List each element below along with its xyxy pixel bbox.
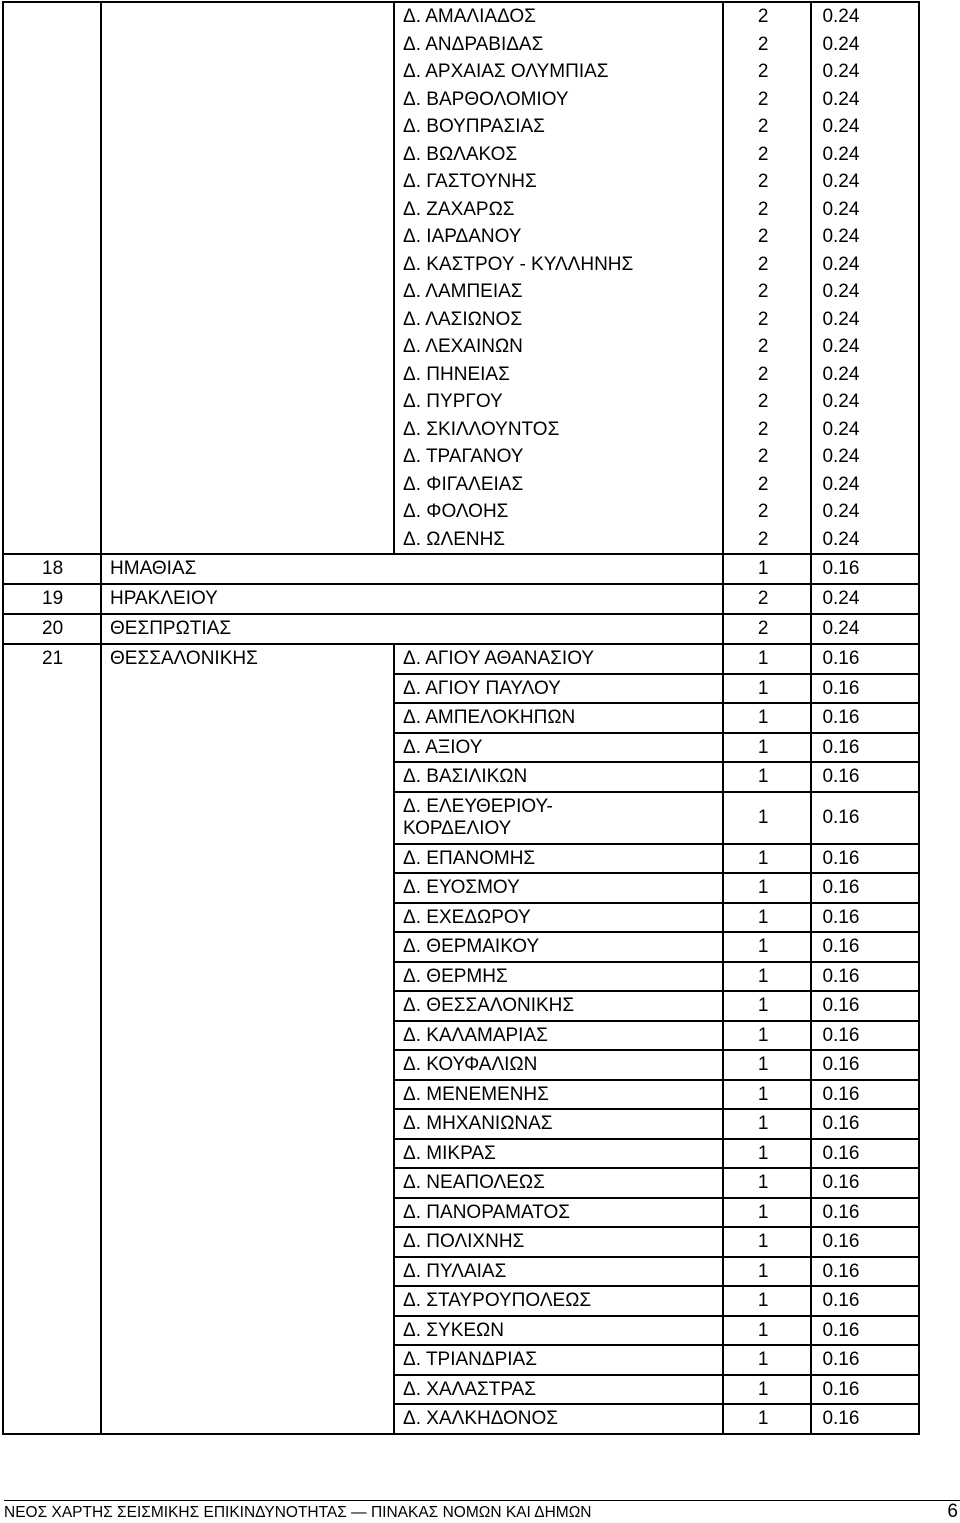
- acceleration-value: 0.16: [811, 674, 919, 704]
- dimos-name: Δ. ΘΕΡΜΗΣ: [394, 962, 723, 992]
- acceleration-value: 0.16: [811, 554, 919, 584]
- acceleration-value: 0.24: [822, 143, 860, 165]
- acceleration-value: 0.16: [811, 1316, 919, 1346]
- zone-value: 2: [757, 171, 769, 192]
- acceleration-value: 0.24: [822, 33, 860, 55]
- zone-value: 1: [723, 991, 812, 1021]
- nomos-number: 20: [3, 614, 101, 644]
- acceleration-value: 0.24: [822, 226, 860, 247]
- acceleration-value: 0.16: [811, 1286, 919, 1316]
- dimos-name: Δ. ΠΑΝΟΡΑΜΑΤΟΣ: [394, 1198, 723, 1228]
- dimos-name: Δ. ΑΜΠΕΛΟΚΗΠΩΝ: [394, 703, 723, 733]
- zone-value: 2: [757, 528, 769, 550]
- acceleration-value: 0.24: [822, 473, 860, 495]
- dimos-name: Δ. ΓΑΣΤΟΥΝΗΣ: [403, 171, 537, 192]
- dimos-name-wrapped-text: [403, 794, 722, 842]
- dimos-name: Δ. ΠΟΛΙΧΝΗΣ: [394, 1227, 723, 1257]
- zone-value: 1: [723, 1109, 812, 1139]
- page-number: 6: [947, 1501, 958, 1522]
- dimos-name: Δ. ΣΥΚΕΩΝ: [394, 1316, 723, 1346]
- zone-value: 2: [757, 391, 769, 412]
- nomos-number: [3, 644, 101, 1434]
- dimos-name: Δ. ΑΝΔΡΑΒΙΔΑΣ: [403, 33, 544, 55]
- acceleration-value: 0.16: [811, 1080, 919, 1110]
- nomos-number-text: 21: [42, 648, 64, 669]
- zone-value: 1: [723, 1257, 812, 1287]
- acceleration-value: 0.24: [822, 6, 860, 27]
- nomos-name: ΗΜΑΘΙΑΣ: [101, 554, 723, 584]
- acceleration-value: 0.24: [822, 501, 860, 522]
- acceleration-value: 0.24: [822, 363, 860, 385]
- acceleration-value: 0.24: [822, 88, 860, 110]
- table-row-nomos: [3, 614, 919, 644]
- dimos-name: Δ. ΠΗΝΕΙΑΣ: [403, 363, 510, 385]
- acceleration-value: 0.24: [822, 61, 860, 82]
- dimos-name: Δ. ΤΡΑΓΑΝΟΥ: [403, 446, 524, 467]
- dimos-name: Δ. ΧΑΛΚΗΔΟΝΟΣ: [394, 1404, 723, 1434]
- zone-value: 2: [757, 336, 769, 357]
- zone-value: 2: [757, 143, 769, 165]
- zone-value: 2: [757, 473, 769, 495]
- dimos-name: Δ. ΙΑΡΔΑΝΟΥ: [403, 226, 522, 247]
- zone-list-cell: [723, 2, 812, 554]
- acceleration-value: 0.24: [822, 418, 860, 440]
- acceleration-value: 0.24: [822, 171, 860, 192]
- dimos-name: Δ. ΛΕΧΑΙΝΩΝ: [403, 336, 523, 357]
- zone-value: 1: [723, 1375, 812, 1405]
- table-row-nomos: [3, 584, 919, 614]
- dimos-name: Δ. ΒΑΣΙΛΙΚΩΝ: [394, 762, 723, 792]
- nomos-name: ΘΕΣΠΡΩΤΙΑΣ: [101, 614, 723, 644]
- acceleration-value: 0.24: [822, 253, 860, 275]
- acceleration-value: 0.16: [811, 1345, 919, 1375]
- nomos-name-cell: [101, 2, 394, 554]
- dimos-name-line1: Δ. ΕΛΕΥΘΕΡΙΟΥ-: [403, 795, 553, 817]
- zone-value: 2: [757, 418, 769, 440]
- dimos-name: Δ. ΒΟΥΠΡΑΣΙΑΣ: [403, 116, 545, 137]
- acceleration-value: 0.16: [811, 962, 919, 992]
- nomos-name: [101, 644, 394, 1434]
- page-footer: [4, 1500, 960, 1522]
- footer-divider: [4, 1500, 960, 1501]
- nomos-name-text: ΘΕΣΣΑΛΟΝΙΚΗΣ: [110, 648, 258, 669]
- dimos-name: Δ. ΘΕΣΣΑΛΟΝΙΚΗΣ: [394, 991, 723, 1021]
- dimos-name: Δ. ΛΑΜΠΕΙΑΣ: [403, 281, 523, 302]
- dimos-name: Δ. ΕΥΟΣΜΟΥ: [394, 873, 723, 903]
- zone-value: 1: [723, 844, 812, 874]
- zone-value: 2: [757, 281, 769, 302]
- zone-value: 2: [757, 116, 769, 137]
- dimos-name: Δ. ΣΤΑΥΡΟΥΠΟΛΕΩΣ: [394, 1286, 723, 1316]
- zone-value: 2: [757, 61, 769, 82]
- zone-value: 1: [723, 762, 812, 792]
- dimos-name: Δ. ΑΡΧΑΙΑΣ ΟΛΥΜΠΙΑΣ: [403, 61, 609, 82]
- acceleration-value: 0.16: [811, 1257, 919, 1287]
- acceleration-value: 0.24: [822, 336, 860, 357]
- acceleration-value: 0.16: [811, 733, 919, 763]
- dimos-list-cell: [394, 2, 723, 554]
- zone-value: 1: [723, 703, 812, 733]
- table-row-continued-nomos: [3, 2, 919, 554]
- zone-value: 1: [723, 1168, 812, 1198]
- zone-value: 1: [723, 1021, 812, 1051]
- acceleration-value: 0.16: [811, 991, 919, 1021]
- zone-value: 1: [723, 1198, 812, 1228]
- zone-value: 2: [757, 363, 769, 385]
- zone-value: 1: [723, 903, 812, 933]
- dimos-name: Δ. ΒΑΡΘΟΛΟΜΙΟΥ: [403, 88, 569, 110]
- dimos-name: Δ. ΕΠΑΝΟΜΗΣ: [394, 844, 723, 874]
- seismic-zones-table: [2, 1, 920, 1435]
- zone-value: 1: [723, 1404, 812, 1434]
- zone-value: 2: [723, 584, 812, 614]
- acceleration-value: 0.16: [811, 1050, 919, 1080]
- dimos-name: Δ. ΖΑΧΑΡΩΣ: [403, 198, 515, 220]
- dimos-name: Δ. ΑΞΙΟΥ: [394, 733, 723, 763]
- acceleration-value: 0.16: [811, 1375, 919, 1405]
- zone-value: 1: [723, 674, 812, 704]
- acceleration-value: 0.16: [811, 873, 919, 903]
- zone-value: 2: [757, 88, 769, 110]
- zone-value: 2: [757, 501, 769, 522]
- dimos-name: Δ. ΤΡΙΑΝΔΡΙΑΣ: [394, 1345, 723, 1375]
- zone-value: 2: [757, 308, 769, 330]
- acceleration-value: 0.24: [822, 198, 860, 220]
- zone-value: 1: [723, 1139, 812, 1169]
- dimos-name: Δ. ΝΕΑΠΟΛΕΩΣ: [394, 1168, 723, 1198]
- acceleration-value: 0.24: [822, 308, 860, 330]
- dimos-name: Δ. ΚΑΛΑΜΑΡΙΑΣ: [394, 1021, 723, 1051]
- nomos-number: 19: [3, 584, 101, 614]
- acceleration-list-cell: [811, 2, 919, 554]
- dimos-name: Δ. ΠΥΛΑΙΑΣ: [394, 1257, 723, 1287]
- zone-value: 2: [757, 33, 769, 55]
- dimos-name: Δ. ΑΓΙΟΥ ΠΑΥΛΟΥ: [394, 674, 723, 704]
- acceleration-value: 0.16: [811, 1109, 919, 1139]
- acceleration-value: 0.16: [811, 1168, 919, 1198]
- dimos-name: Δ. ΚΑΣΤΡΟΥ - ΚΥΛΛΗΝΗΣ: [403, 253, 634, 275]
- zone-value: 1: [723, 792, 812, 844]
- acceleration-value: 0.16: [811, 1404, 919, 1434]
- zone-value: 1: [723, 932, 812, 962]
- acceleration-value: 0.16: [811, 844, 919, 874]
- zone-value: 2: [757, 198, 769, 220]
- dimos-name: Δ. ΘΕΡΜΑΙΚΟΥ: [394, 932, 723, 962]
- zone-value: 1: [723, 644, 812, 674]
- dimos-name-wrapped: [394, 792, 723, 844]
- zone-value: 2: [757, 226, 769, 247]
- acceleration-value: 0.16: [811, 703, 919, 733]
- acceleration-value: 0.24: [811, 614, 919, 644]
- table-row-nomos: [3, 554, 919, 584]
- acceleration-value: 0.16: [811, 932, 919, 962]
- zone-value: 1: [723, 1286, 812, 1316]
- acceleration-value: 0.16: [811, 1021, 919, 1051]
- dimos-name: Δ. ΩΛΕΝΗΣ: [403, 528, 506, 550]
- zone-value: 1: [723, 962, 812, 992]
- zone-value: 1: [723, 733, 812, 763]
- nomos-number-cell: [3, 2, 101, 554]
- zone-value: 1: [723, 1345, 812, 1375]
- dimos-name-line2: ΚΟΡΔΕΛΙΟΥ: [403, 817, 512, 839]
- zone-value: 1: [723, 873, 812, 903]
- acceleration-value: 0.24: [822, 528, 860, 550]
- zone-value: 1: [723, 1080, 812, 1110]
- acceleration-value: 0.24: [822, 281, 860, 302]
- dimos-name: Δ. ΚΟΥΦΑΛΙΩΝ: [394, 1050, 723, 1080]
- dimos-name: Δ. ΜΕΝΕΜΕΝΗΣ: [394, 1080, 723, 1110]
- acceleration-value: 0.24: [822, 446, 860, 467]
- zone-value: 1: [723, 1316, 812, 1346]
- footer-title: ΝΕΟΣ ΧΑΡΤΗΣ ΣΕΙΣΜΙΚΗΣ ΕΠΙΚΙΝΔΥΝΟΤΗΤΑΣ — ΠΙΝΑΚΑΣ ΝΟΜΩΝ ΚΑΙ ΔΗΜΩΝ: [4, 1504, 592, 1521]
- dimos-name: Δ. ΑΓΙΟΥ ΑΘΑΝΑΣΙΟΥ: [394, 644, 723, 674]
- zone-value: 2: [757, 253, 769, 275]
- acceleration-value: 0.24: [811, 584, 919, 614]
- zone-value: 1: [723, 1050, 812, 1080]
- acceleration-value: 0.16: [811, 1198, 919, 1228]
- table-row: [3, 644, 919, 674]
- zone-value: 1: [723, 1227, 812, 1257]
- zone-value: 1: [723, 554, 812, 584]
- acceleration-value: 0.16: [811, 1227, 919, 1257]
- dimos-name: Δ. ΦΟΛΟΗΣ: [403, 501, 509, 522]
- dimos-name: Δ. ΣΚΙΛΛΟΥΝΤΟΣ: [403, 418, 560, 440]
- zone-value: 2: [723, 614, 812, 644]
- dimos-name: Δ. ΑΜΑΛΙΑΔΟΣ: [403, 6, 536, 27]
- dimos-name: Δ. ΜΗΧΑΝΙΩΝΑΣ: [394, 1109, 723, 1139]
- acceleration-value: 0.24: [822, 391, 860, 412]
- acceleration-value: 0.16: [811, 762, 919, 792]
- acceleration-value: 0.16: [811, 644, 919, 674]
- nomos-name: ΗΡΑΚΛΕΙΟΥ: [101, 584, 723, 614]
- zone-value: 2: [757, 446, 769, 467]
- dimos-name: Δ. ΒΩΛΑΚΟΣ: [403, 143, 518, 165]
- zone-value: 2: [757, 6, 769, 27]
- dimos-name: Δ. ΕΧΕΔΩΡΟΥ: [394, 903, 723, 933]
- acceleration-value: 0.16: [811, 903, 919, 933]
- acceleration-value: 0.16: [811, 792, 919, 844]
- acceleration-value: 0.24: [822, 116, 860, 137]
- dimos-name: Δ. ΧΑΛΑΣΤΡΑΣ: [394, 1375, 723, 1405]
- dimos-name: Δ. ΠΥΡΓΟΥ: [403, 391, 503, 412]
- dimos-name: Δ. ΦΙΓΑΛΕΙΑΣ: [403, 473, 524, 495]
- nomos-number: 18: [3, 554, 101, 584]
- dimos-name: Δ. ΜΙΚΡΑΣ: [394, 1139, 723, 1169]
- acceleration-value: 0.16: [811, 1139, 919, 1169]
- dimos-name: Δ. ΛΑΣΙΩΝΟΣ: [403, 308, 523, 330]
